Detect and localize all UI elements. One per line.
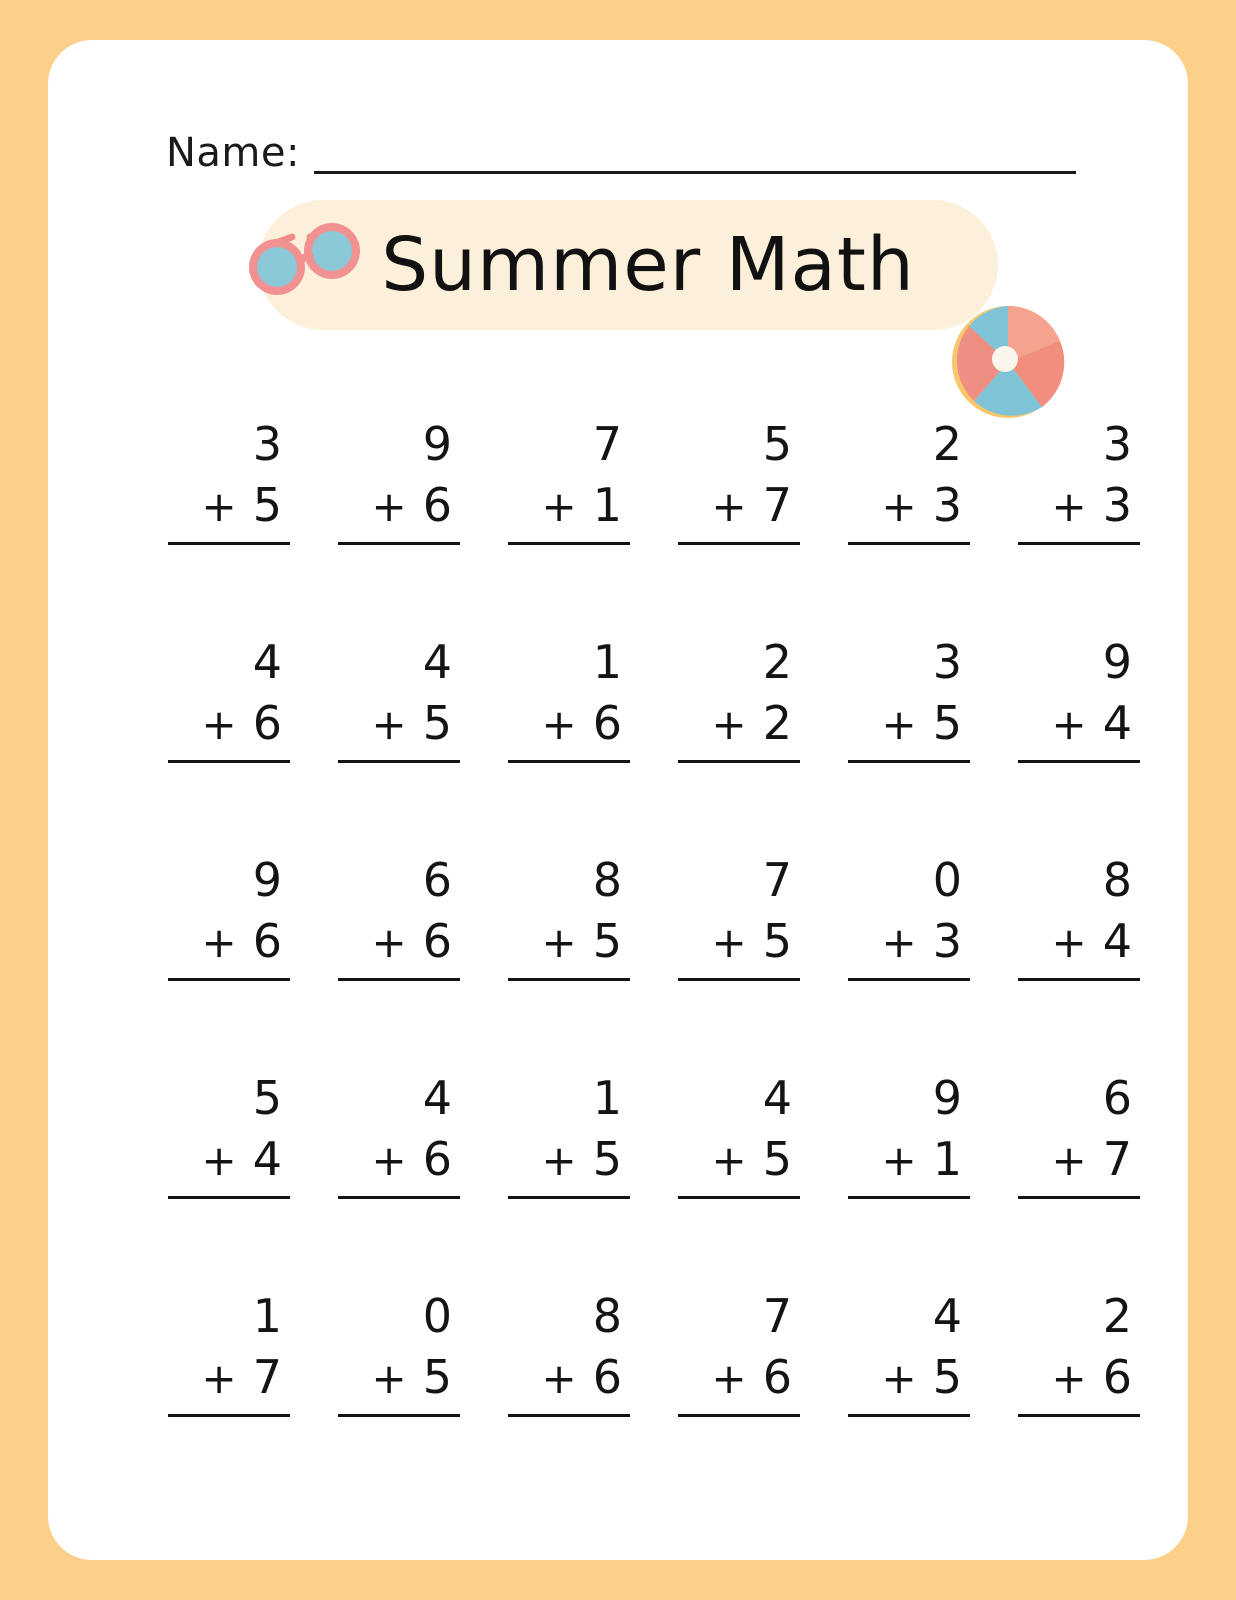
plus-operator: + (541, 917, 577, 967)
math-problem[interactable] (160, 417, 290, 638)
plus-operator: + (881, 481, 917, 531)
answer-line[interactable] (168, 1196, 290, 1199)
answer-line[interactable] (508, 760, 630, 763)
answer-line[interactable] (848, 542, 970, 545)
addend-bottom-row (1010, 914, 1140, 968)
addend-bottom-row (160, 696, 290, 750)
math-problem[interactable] (500, 635, 630, 856)
addend-bottom: 6 (592, 695, 622, 750)
beach-ball-icon (948, 302, 1068, 422)
addend-bottom-row (840, 1350, 970, 1404)
plus-operator: + (711, 917, 747, 967)
addend-bottom-row (160, 1350, 290, 1404)
math-problem[interactable] (500, 853, 630, 1074)
answer-line[interactable] (678, 1196, 800, 1199)
addend-bottom-row (670, 914, 800, 968)
addend-bottom: 5 (592, 913, 622, 968)
addend-bottom-row (670, 1350, 800, 1404)
math-problem[interactable] (840, 1071, 970, 1292)
worksheet-paper (48, 40, 1188, 1560)
math-problem[interactable] (330, 853, 460, 1074)
addend-bottom-row (500, 478, 630, 532)
addend-top: 3 (252, 417, 282, 471)
plus-operator: + (1051, 917, 1087, 967)
answer-line[interactable] (338, 542, 460, 545)
addend-bottom: 7 (762, 477, 792, 532)
math-problem[interactable] (330, 1071, 460, 1292)
addend-bottom-row (670, 696, 800, 750)
math-problem[interactable] (1010, 853, 1140, 1074)
plus-operator: + (541, 481, 577, 531)
answer-line[interactable] (1018, 1196, 1140, 1199)
addend-top: 4 (422, 635, 452, 689)
addend-bottom: 5 (422, 695, 452, 750)
answer-line[interactable] (1018, 760, 1140, 763)
addend-top: 7 (762, 1289, 792, 1343)
math-problem[interactable] (1010, 1289, 1140, 1510)
addend-top: 8 (1102, 853, 1132, 907)
addend-bottom: 5 (932, 1349, 962, 1404)
math-problem[interactable] (670, 635, 800, 856)
math-problem[interactable] (1010, 635, 1140, 856)
addend-bottom-row (330, 478, 460, 532)
addend-bottom: 4 (252, 1131, 282, 1186)
addend-top: 6 (422, 853, 452, 907)
math-problem[interactable] (840, 853, 970, 1074)
addend-bottom: 6 (422, 913, 452, 968)
math-problem[interactable] (330, 635, 460, 856)
math-problem[interactable] (500, 417, 630, 638)
addend-bottom: 2 (762, 695, 792, 750)
answer-line[interactable] (678, 760, 800, 763)
addend-top: 5 (252, 1071, 282, 1125)
answer-line[interactable] (1018, 542, 1140, 545)
answer-line[interactable] (168, 542, 290, 545)
addend-bottom: 1 (932, 1131, 962, 1186)
addend-top: 4 (762, 1071, 792, 1125)
answer-line[interactable] (678, 542, 800, 545)
addend-top: 9 (422, 417, 452, 471)
answer-line[interactable] (848, 1196, 970, 1199)
plus-operator: + (201, 917, 237, 967)
math-problem[interactable] (840, 417, 970, 638)
addend-top: 7 (592, 417, 622, 471)
plus-operator: + (541, 699, 577, 749)
plus-operator: + (711, 1135, 747, 1185)
addend-bottom: 4 (1102, 913, 1132, 968)
addend-bottom: 5 (252, 477, 282, 532)
addend-bottom: 3 (932, 913, 962, 968)
plus-operator: + (541, 1353, 577, 1403)
answer-line[interactable] (678, 1414, 800, 1417)
addend-top: 0 (422, 1289, 452, 1343)
addend-bottom-row (840, 914, 970, 968)
addend-top: 4 (422, 1071, 452, 1125)
answer-line[interactable] (1018, 1414, 1140, 1417)
addend-bottom-row (160, 1132, 290, 1186)
addend-bottom-row (330, 1132, 460, 1186)
addend-bottom: 6 (252, 695, 282, 750)
answer-line[interactable] (1018, 978, 1140, 981)
addend-bottom: 5 (932, 695, 962, 750)
addend-top: 1 (252, 1289, 282, 1343)
answer-line[interactable] (508, 978, 630, 981)
addend-top: 1 (592, 635, 622, 689)
addend-bottom: 3 (1102, 477, 1132, 532)
math-problem[interactable] (670, 1289, 800, 1510)
addend-bottom-row (160, 914, 290, 968)
addend-top: 2 (932, 417, 962, 471)
addend-bottom: 3 (932, 477, 962, 532)
name-write-line[interactable] (314, 171, 1076, 174)
plus-operator: + (371, 1135, 407, 1185)
addend-bottom: 6 (592, 1349, 622, 1404)
addend-top: 4 (932, 1289, 962, 1343)
addend-top: 7 (762, 853, 792, 907)
plus-operator: + (1051, 699, 1087, 749)
plus-operator: + (541, 1135, 577, 1185)
math-problem[interactable] (500, 1071, 630, 1292)
addend-top: 3 (932, 635, 962, 689)
addend-bottom: 5 (422, 1349, 452, 1404)
plus-operator: + (371, 1353, 407, 1403)
addend-bottom-row (670, 478, 800, 532)
math-problem[interactable] (160, 1289, 290, 1510)
addend-top: 2 (1102, 1289, 1132, 1343)
answer-line[interactable] (168, 760, 290, 763)
addend-top: 9 (252, 853, 282, 907)
addend-top: 0 (932, 853, 962, 907)
math-problem[interactable] (500, 1289, 630, 1510)
addend-top: 2 (762, 635, 792, 689)
addend-top: 8 (592, 1289, 622, 1343)
math-problem[interactable] (840, 635, 970, 856)
page-title: Summer Math (381, 222, 915, 308)
addend-bottom-row (330, 696, 460, 750)
addend-bottom-row (330, 1350, 460, 1404)
addend-bottom-row (160, 478, 290, 532)
addend-top: 5 (762, 417, 792, 471)
addend-bottom-row (1010, 478, 1140, 532)
name-label: Name: (166, 130, 300, 176)
plus-operator: + (881, 1353, 917, 1403)
plus-operator: + (1051, 481, 1087, 531)
plus-operator: + (711, 481, 747, 531)
addend-bottom: 5 (762, 913, 792, 968)
addend-top: 8 (592, 853, 622, 907)
answer-line[interactable] (508, 1196, 630, 1199)
plus-operator: + (371, 917, 407, 967)
plus-operator: + (371, 481, 407, 531)
plus-operator: + (881, 699, 917, 749)
plus-operator: + (201, 699, 237, 749)
answer-line[interactable] (168, 978, 290, 981)
addend-bottom: 6 (422, 1131, 452, 1186)
plus-operator: + (201, 1135, 237, 1185)
addend-bottom: 6 (1102, 1349, 1132, 1404)
addend-bottom: 4 (1102, 695, 1132, 750)
plus-operator: + (201, 1353, 237, 1403)
addend-top: 6 (1102, 1071, 1132, 1125)
math-problem[interactable] (840, 1289, 970, 1510)
plus-operator: + (881, 917, 917, 967)
answer-line[interactable] (678, 978, 800, 981)
addend-bottom-row (840, 478, 970, 532)
answer-line[interactable] (508, 542, 630, 545)
addend-top: 1 (592, 1071, 622, 1125)
math-problem[interactable] (1010, 1071, 1140, 1292)
math-problem[interactable] (1010, 417, 1140, 638)
addend-bottom-row (500, 1132, 630, 1186)
math-problem[interactable] (670, 1071, 800, 1292)
addend-bottom-row (670, 1132, 800, 1186)
plus-operator: + (371, 699, 407, 749)
addend-bottom-row (1010, 1350, 1140, 1404)
answer-line[interactable] (338, 1414, 460, 1417)
math-problem[interactable] (160, 635, 290, 856)
plus-operator: + (1051, 1353, 1087, 1403)
problem-grid (140, 417, 1160, 1510)
addend-bottom-row (330, 914, 460, 968)
math-problem[interactable] (330, 417, 460, 638)
answer-line[interactable] (848, 760, 970, 763)
plus-operator: + (711, 1353, 747, 1403)
plus-operator: + (711, 699, 747, 749)
math-problem[interactable] (670, 417, 800, 638)
math-problem[interactable] (330, 1289, 460, 1510)
name-row (166, 100, 1076, 180)
addend-top: 9 (1102, 635, 1132, 689)
addend-bottom: 5 (592, 1131, 622, 1186)
plus-operator: + (1051, 1135, 1087, 1185)
addend-bottom: 6 (252, 913, 282, 968)
addend-top: 4 (252, 635, 282, 689)
answer-line[interactable] (848, 978, 970, 981)
answer-line[interactable] (848, 1414, 970, 1417)
addend-bottom: 6 (422, 477, 452, 532)
math-problem[interactable] (160, 1071, 290, 1292)
plus-operator: + (881, 1135, 917, 1185)
answer-line[interactable] (338, 1196, 460, 1199)
answer-line[interactable] (338, 760, 460, 763)
math-problem[interactable] (670, 853, 800, 1074)
addend-bottom: 1 (592, 477, 622, 532)
answer-line[interactable] (338, 978, 460, 981)
math-problem[interactable] (160, 853, 290, 1074)
addend-bottom-row (500, 696, 630, 750)
plus-operator: + (201, 481, 237, 531)
addend-bottom-row (1010, 696, 1140, 750)
addend-bottom-row (840, 696, 970, 750)
addend-bottom: 7 (252, 1349, 282, 1404)
answer-line[interactable] (508, 1414, 630, 1417)
addend-bottom-row (840, 1132, 970, 1186)
addend-top: 3 (1102, 417, 1132, 471)
answer-line[interactable] (168, 1414, 290, 1417)
addend-bottom-row (1010, 1132, 1140, 1186)
addend-bottom-row (500, 914, 630, 968)
addend-bottom: 6 (762, 1349, 792, 1404)
addend-top: 9 (932, 1071, 962, 1125)
addend-bottom-row (500, 1350, 630, 1404)
addend-bottom: 7 (1102, 1131, 1132, 1186)
addend-bottom: 5 (762, 1131, 792, 1186)
